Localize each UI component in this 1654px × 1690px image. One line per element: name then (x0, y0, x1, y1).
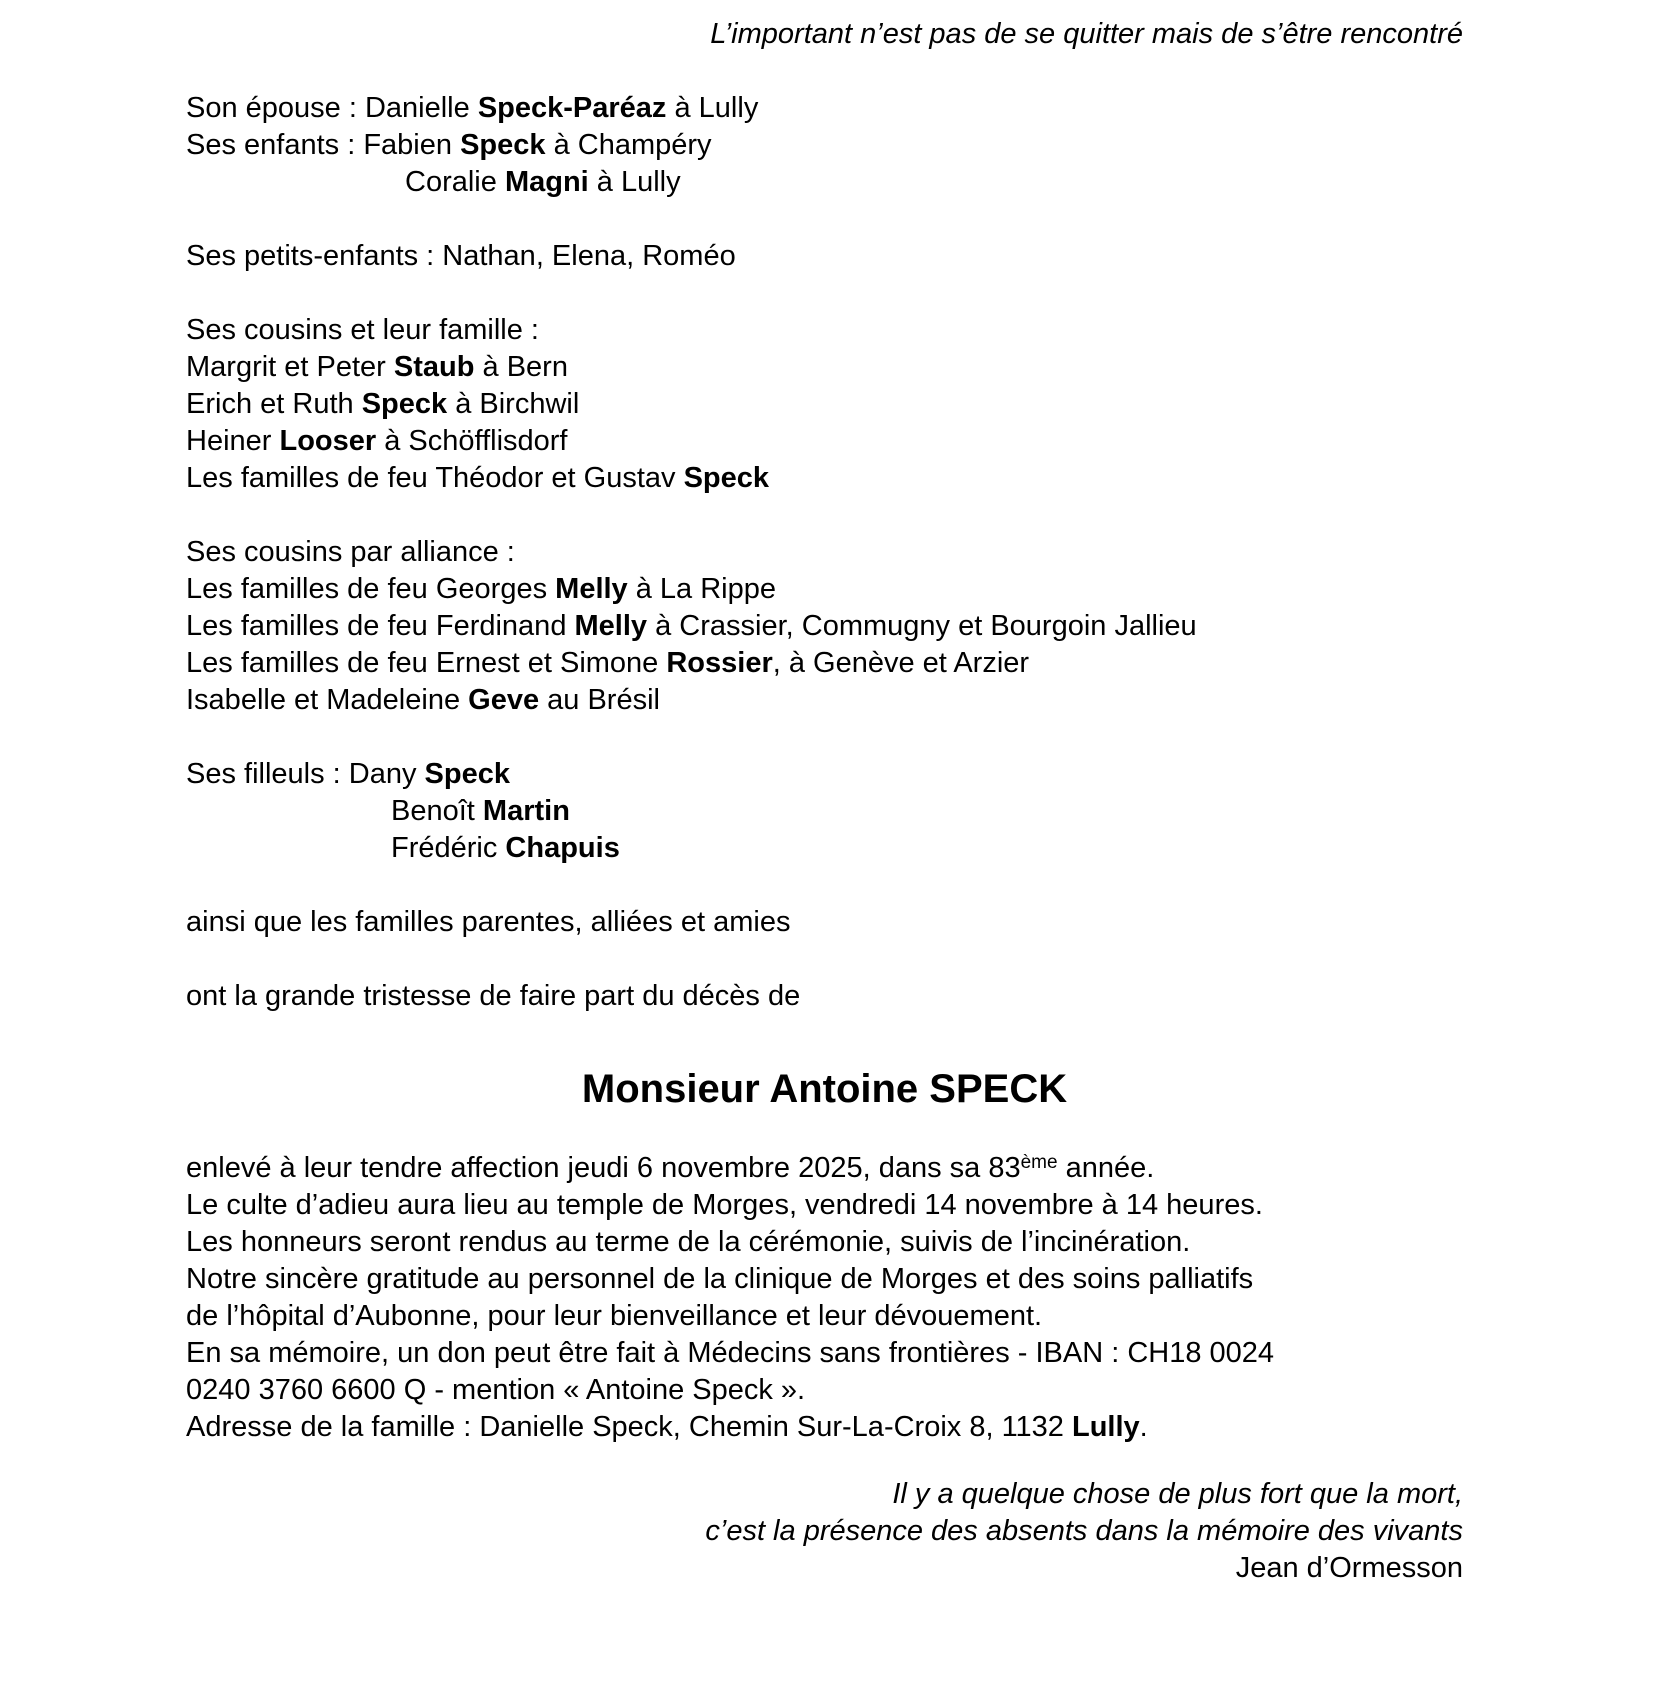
family-name: Staub (393, 351, 475, 383)
text-segment: à La Rippe (627, 573, 777, 605)
text-line (186, 682, 1463, 719)
text-segment: Heiner (186, 425, 280, 457)
paragraph-spouse-and-children (186, 90, 1463, 201)
family-name: Speck (460, 129, 546, 161)
family-name: Speck (683, 462, 770, 494)
text-segment: Adresse de la famille : Danielle Speck, Chemin Sur-La-Croix 8, 1132 (186, 1411, 1072, 1443)
text-line (186, 756, 1463, 793)
family-name: Chapuis (505, 832, 620, 864)
text-line (186, 1335, 1463, 1372)
deceased-name-title: Monsieur Antoine SPECK (581, 1067, 1068, 1111)
closing-quote-line-1: Il y a quelque chose de plus fort que la mort, (892, 1478, 1463, 1510)
text-segment: année. (1057, 1152, 1155, 1184)
text-segment: à Lully (588, 166, 681, 198)
family-name: Speck-Paréaz (477, 92, 667, 124)
text-segment: 0240 3760 6600 Q - mention « Antoine Speck ». (186, 1374, 806, 1406)
family-name: Geve (468, 684, 540, 716)
text-segment: Isabelle et Madeleine (186, 684, 469, 716)
text-segment: Les familles de feu Ferdinand (186, 610, 575, 642)
paragraph-cousins-by-alliance (186, 534, 1463, 719)
text-segment: ainsi que les familles parentes, alliées et amies (186, 906, 791, 938)
family-listing (186, 90, 1463, 1015)
text-line (186, 1150, 1463, 1187)
text-segment: Ses cousins par alliance : (186, 536, 515, 568)
family-name: Speck (424, 758, 510, 790)
text-line (186, 1372, 1463, 1409)
text-segment: à Lully (666, 92, 759, 124)
family-name: Rossier (666, 647, 773, 679)
text-segment: . (1139, 1411, 1148, 1443)
text-segment: Coralie (405, 166, 505, 198)
family-name: Martin (482, 795, 570, 827)
ceremony-details-block (186, 1150, 1463, 1446)
closing-quote (186, 1476, 1463, 1587)
text-line (186, 127, 1463, 164)
text-line (186, 423, 1463, 460)
family-name: Speck (361, 388, 448, 420)
text-line (186, 1409, 1463, 1446)
text-segment: Les familles de feu Georges (186, 573, 556, 605)
text-line (186, 571, 1463, 608)
text-segment: au Brésil (539, 684, 660, 716)
text-segment: Son épouse : Danielle (186, 92, 478, 124)
text-segment: Ses cousins et leur famille : (186, 314, 539, 346)
paragraph-ceremony-details (186, 1150, 1463, 1446)
text-line (186, 1261, 1463, 1298)
text-segment: à Birchwil (447, 388, 580, 420)
family-name: Melly (555, 573, 628, 605)
text-segment: Le culte d’adieu aura lieu au temple de Morges, vendredi 14 novembre à 14 heures. (186, 1189, 1263, 1221)
text-line (186, 164, 1463, 201)
text-line (186, 386, 1463, 423)
text-line (186, 312, 1463, 349)
text-segment: Ses filleuls : Dany (186, 758, 425, 790)
text-line (186, 90, 1463, 127)
ordinal-suffix: ème (1020, 1152, 1058, 1174)
paragraph-announcement-lead (186, 978, 1463, 1015)
text-segment: à Champéry (545, 129, 712, 161)
text-line (186, 460, 1463, 497)
text-line (186, 978, 1463, 1015)
opening-quote: L’important n’est pas de se quitter mais de s’être rencontré (710, 18, 1463, 50)
text-segment: de l’hôpital d’Aubonne, pour leur bienveillance et leur dévouement. (186, 1300, 1043, 1332)
text-segment: à Schöfflisdorf (376, 425, 568, 457)
text-segment: En sa mémoire, un don peut être fait à Médecins sans frontières - IBAN : CH18 0024 (186, 1337, 1275, 1369)
closing-quote-line-2: c’est la présence des absents dans la mémoire des vivants (705, 1515, 1463, 1547)
text-segment: enlevé à leur tendre affection jeudi 6 novembre 2025, dans sa 83 (186, 1152, 1021, 1184)
family-name: Lully (1072, 1411, 1140, 1443)
paragraph-godchildren (186, 756, 1463, 867)
text-segment: à Bern (474, 351, 568, 383)
family-name: Looser (279, 425, 377, 457)
text-segment: Notre sincère gratitude au personnel de la clinique de Morges et des soins palliatifs (186, 1263, 1254, 1295)
text-line (186, 238, 1463, 275)
text-line (186, 1187, 1463, 1224)
paragraph-grandchildren (186, 238, 1463, 275)
text-segment: à Crassier, Commugny et Bourgoin Jallieu (647, 610, 1197, 642)
text-segment: Les familles de feu Ernest et Simone (186, 647, 667, 679)
paragraph-cousins (186, 312, 1463, 497)
text-segment: Les familles de feu Théodor et Gustav (186, 462, 684, 494)
paragraph-related-families (186, 904, 1463, 941)
text-segment: Erich et Ruth (186, 388, 362, 420)
family-name: Melly (574, 610, 648, 642)
quote-attribution: Jean d’Ormesson (1235, 1552, 1463, 1584)
text-segment: Benoît (391, 795, 483, 827)
text-line (186, 645, 1463, 682)
text-line (186, 349, 1463, 386)
text-segment: ont la grande tristesse de faire part du décès de (186, 980, 801, 1012)
text-segment: Ses enfants : Fabien (186, 129, 461, 161)
text-segment: Margrit et Peter (186, 351, 394, 383)
family-name: Magni (504, 166, 589, 198)
text-line (186, 904, 1463, 941)
text-segment: Les honneurs seront rendus au terme de la cérémonie, suivis de l’incinération. (186, 1226, 1191, 1258)
text-line (186, 793, 1463, 830)
text-segment: , à Genève et Arzier (772, 647, 1030, 679)
text-line (186, 830, 1463, 867)
text-segment: Ses petits-enfants : Nathan, Elena, Roméo (186, 240, 736, 272)
text-line (186, 1298, 1463, 1335)
text-line (186, 1224, 1463, 1261)
text-line (186, 534, 1463, 571)
text-line (186, 608, 1463, 645)
text-segment: Frédéric (391, 832, 506, 864)
